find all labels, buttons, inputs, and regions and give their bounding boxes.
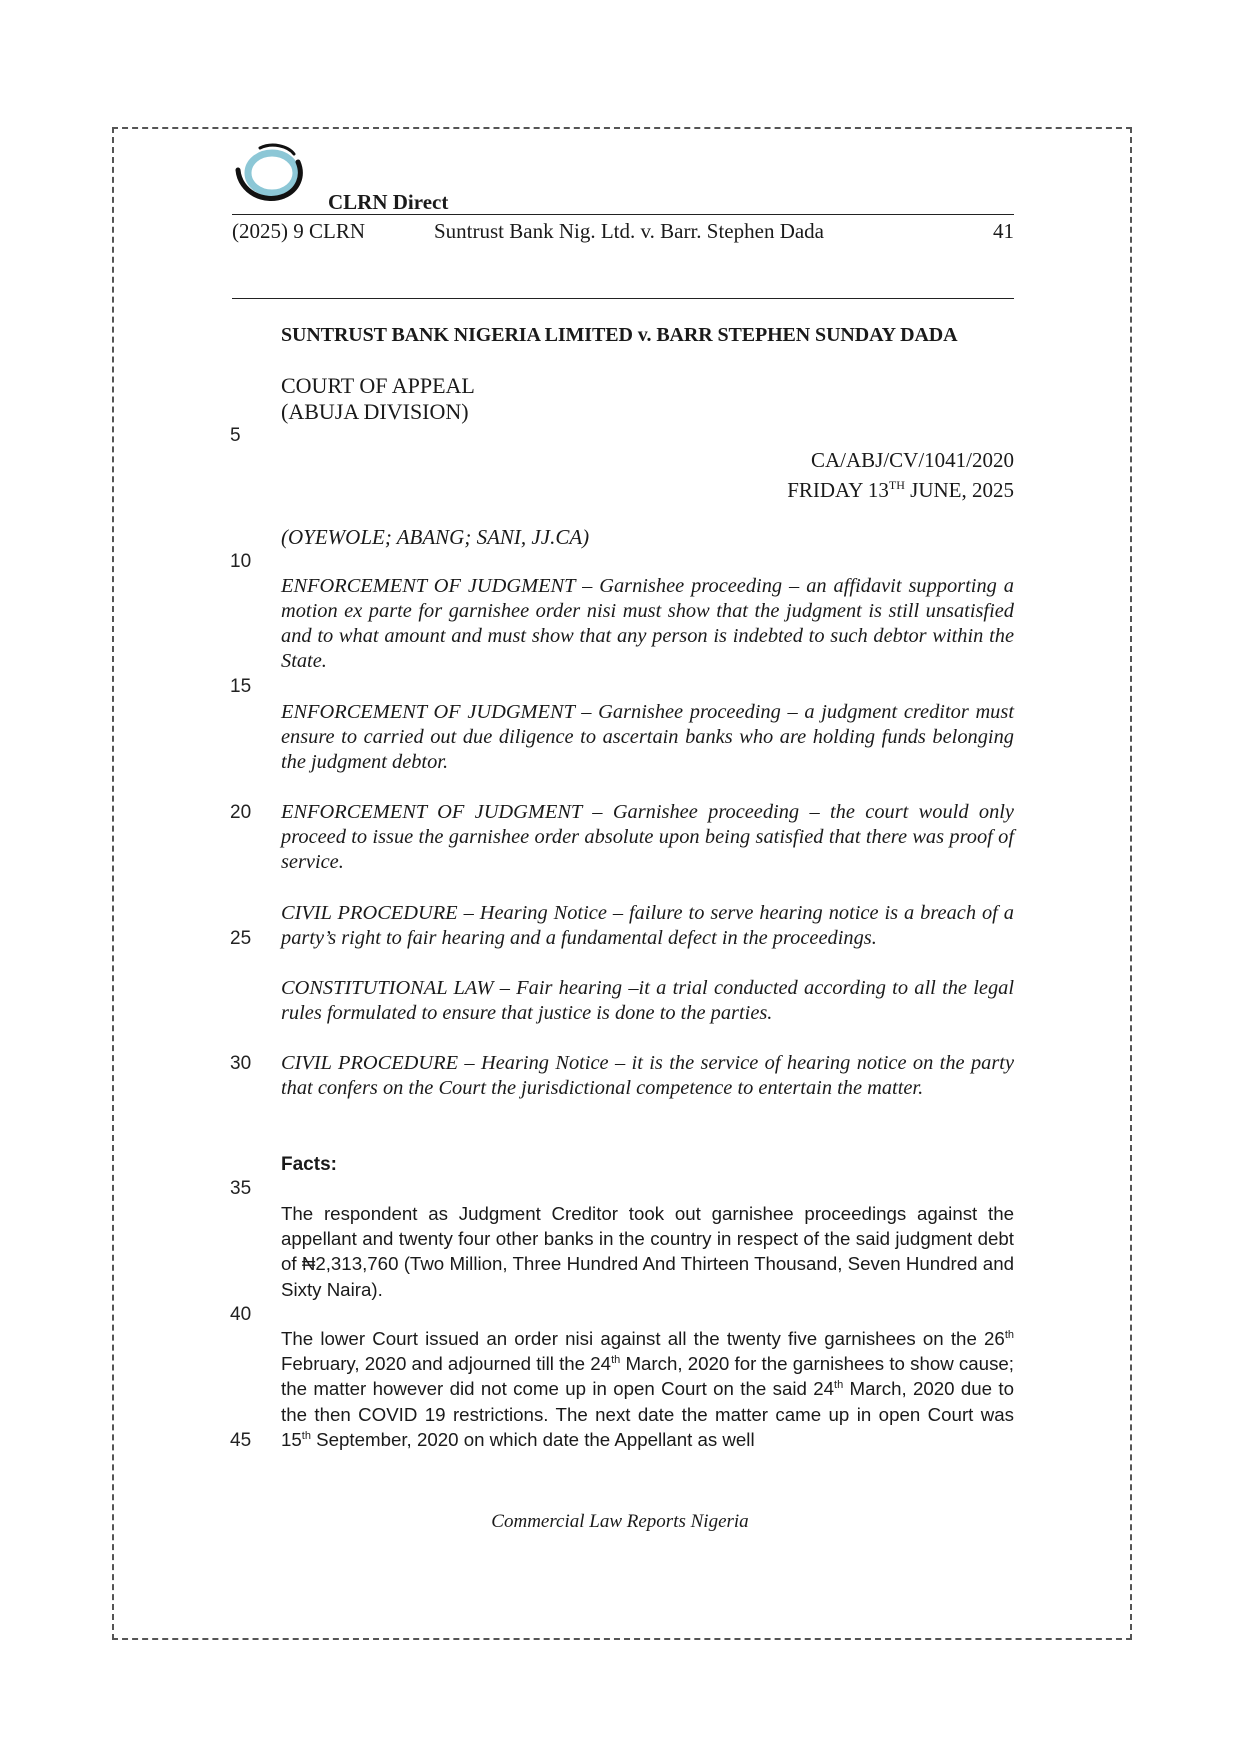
catchword-heading: CIVIL PROCEDURE <box>281 1052 459 1074</box>
catchword-text: – Garnishee proceeding – a judgment creditor must ensure to carried out due diligence to ascertain banks who are holding funds belonging the judgment debtor. <box>281 701 1014 773</box>
facts-paragraph: The lower Court issued an order nisi against all the twenty five garnishees on the 26th February, 2020 and adjourned till the 24th March, 2020 for the garnishees to show cause; the matter however did not come up in open Court on the said 24th March, 2020 due to the then COVID 19 restrictions. The next date the matter came up in open Court was 15th September, 2020 on which date the Appellant as well <box>281 1328 1015 1450</box>
catchword <box>281 700 1014 775</box>
case-title: SUNTRUST BANK NIGERIA LIMITED v. BARR STEPHEN SUNDAY DADA <box>281 324 958 346</box>
catchword-text: – Hearing Notice – failure to serve hearing notice is a breach of a party’s right to fair hearing and a fundamental defect in the proceedings. <box>281 902 1014 949</box>
brand-name: CLRN Direct <box>328 190 449 214</box>
header-bottom-rule <box>232 298 1014 299</box>
running-parties: Suntrust Bank Nig. Ltd. v. Barr. Stephen Dada <box>434 219 825 243</box>
catchword-text: – Garnishee proceeding – an affidavit supporting a motion ex parte for garnishee order nisi must show that the judgment is still unsatisfied and to what amount and must show that any person is indebted to such debtor within the State. <box>281 575 1014 672</box>
catchword-heading: ENFORCEMENT OF JUDGMENT <box>281 701 575 723</box>
catchword-heading: CONSTITUTIONAL LAW <box>281 977 494 999</box>
catchword-text: – Garnishee proceeding – the court would only proceed to issue the garnishee order absolute upon being satisfied that there was proof of service. <box>281 801 1014 873</box>
line-number: 10 <box>230 551 252 572</box>
footer-report-name: Commercial Law Reports Nigeria <box>491 1511 749 1532</box>
catchword-heading: ENFORCEMENT OF JUDGMENT <box>281 801 582 823</box>
catchword <box>281 901 1014 951</box>
suit-number: CA/ABJ/CV/1041/2020 <box>810 448 1014 472</box>
report-citation: (2025) 9 CLRN <box>232 219 365 243</box>
header-rule <box>232 214 1014 215</box>
catchword <box>281 800 1014 875</box>
line-number: 45 <box>230 1430 252 1451</box>
line-number: 30 <box>230 1053 252 1074</box>
catchword-text: – Fair hearing –it a trial conducted according to all the legal rules formulated to ensure that justice is done to the parties. <box>281 977 1014 1024</box>
line-number: 15 <box>230 676 252 697</box>
catchword <box>281 976 1014 1026</box>
court-division: (ABUJA DIVISION) <box>281 399 469 424</box>
coram: (OYEWOLE; ABANG; SANI, JJ.CA) <box>281 525 590 549</box>
line-number: 35 <box>230 1178 252 1199</box>
catchword <box>281 1051 1014 1101</box>
line-number: 5 <box>230 425 241 446</box>
facts-paragraph: The respondent as Judgment Creditor took out garnishee proceedings against the appellant and twenty four other banks in the country in respect of the said judgment debt of ₦2,313,760 (Two Million, Three Hundred And Thirteen Thousand, Seven Hundred and Sixty Naira). <box>281 1203 1014 1300</box>
page-number: 41 <box>993 219 1014 243</box>
catchword <box>281 574 1014 674</box>
court-info <box>281 373 1014 425</box>
court-name: COURT OF APPEAL <box>281 373 475 398</box>
clrn-logo <box>232 140 312 210</box>
catchword-heading: ENFORCEMENT OF JUDGMENT <box>281 575 576 597</box>
line-number: 20 <box>230 802 252 823</box>
line-number: 25 <box>230 928 252 949</box>
suit-details <box>787 448 1014 503</box>
catchword-text: – Hearing Notice – it is the service of hearing notice on the party that confers on the Court the jurisdictional competence to entertain the matter. <box>281 1052 1014 1099</box>
judgment-date: FRIDAY 13TH JUNE, 2025 <box>787 478 1014 502</box>
facts-heading: Facts: <box>281 1154 337 1175</box>
catchword-heading: CIVIL PROCEDURE <box>281 902 458 924</box>
line-number: 40 <box>230 1304 252 1325</box>
